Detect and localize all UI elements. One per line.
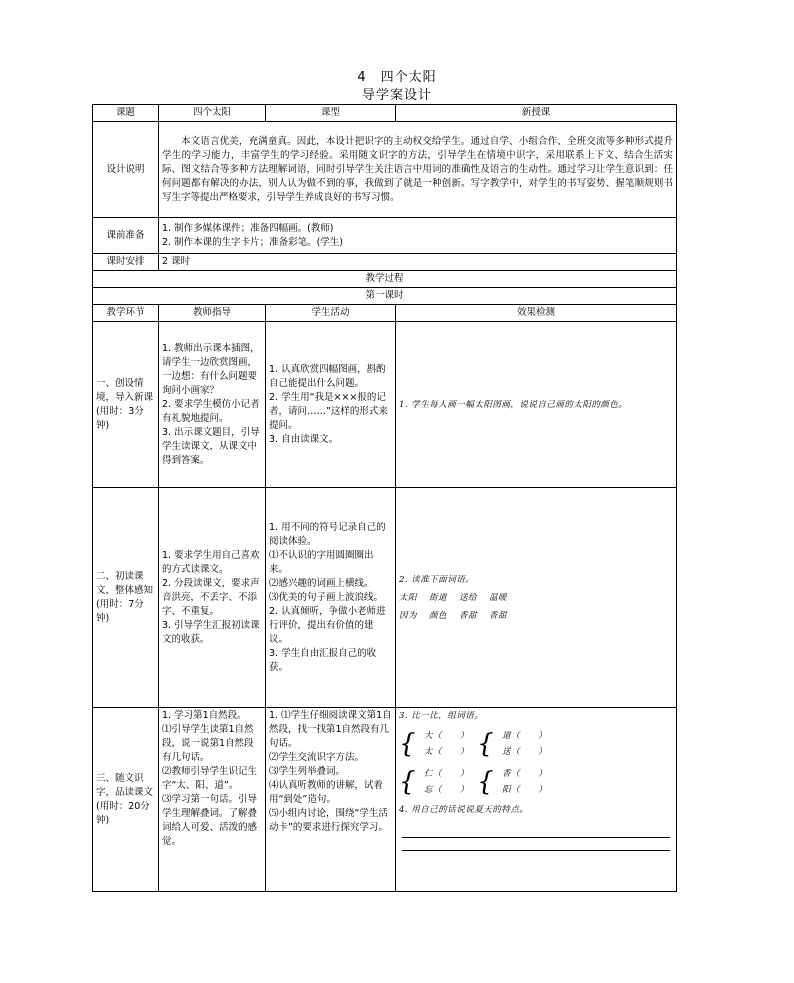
compare-word: 大（ ） xyxy=(424,731,470,741)
student-step: 1. ⑴学生仔细阅读课文第1自然段，找一找第1自然段有几句话。 xyxy=(269,710,392,749)
compare-word: 香（ ） xyxy=(502,769,548,779)
check-cell xyxy=(396,708,677,892)
brace-icon: { xyxy=(399,729,417,759)
topic-label: 课题 xyxy=(93,105,159,122)
type-label: 课型 xyxy=(266,105,396,122)
time-value: 2 课时 xyxy=(159,254,677,271)
answer-line xyxy=(402,838,670,851)
page-subtitle: 导学案设计 xyxy=(361,88,432,103)
teacher-step: 1. 学习第1自然段。 xyxy=(162,710,247,721)
lesson-plan-table xyxy=(92,104,677,892)
student-step: 1. 用不同的符号记录自己的阅读体验。 xyxy=(269,521,386,547)
word-list xyxy=(399,609,673,623)
answer-line xyxy=(402,825,670,838)
prep-label: 课前准备 xyxy=(93,218,159,254)
student-step: 2. 认真倾听，争做小老师进行评价，提出有价值的建议。 xyxy=(269,605,386,645)
check-task-4: 4. 用自己的话说说夏天的特点。 xyxy=(399,805,529,815)
prep-item: 1. 制作多媒体课件；准备四幅画。(教师) xyxy=(162,222,334,234)
student-cell xyxy=(266,322,396,488)
prep-list xyxy=(159,218,677,254)
table-row xyxy=(93,708,677,892)
student-step: ⑷认真听教师的讲解，试着用“到处”造句。 xyxy=(269,780,384,805)
prep-item: 2. 制作本课的生字卡片；准备彩笔。(学生) xyxy=(162,236,343,248)
col-header-stage: 教学环节 xyxy=(93,305,159,322)
compare-word: 忘（ ） xyxy=(424,785,470,795)
check-task-2: 2. 读准下面词语。 xyxy=(399,574,475,585)
student-step: ⑵感兴趣的词画上横线。 xyxy=(269,577,374,589)
student-step: ⑸小组内讨论，围绕“学生活动卡”的要求进行探究学习。 xyxy=(269,808,388,833)
teacher-step: ⑴引导学生读第1自然段，说一说第1自然段有几句话。 xyxy=(162,724,254,763)
teacher-step: 2. 要求学生模仿小记者有礼貌地提问。 xyxy=(162,398,260,424)
student-step: ⑶学生列举叠词。 xyxy=(269,766,346,777)
compare-group xyxy=(399,765,673,799)
stage-cell: 一、创设情境，导入新课(用时：3分钟) xyxy=(93,322,159,488)
check-task-1: 1. 学生每人画一幅太阳图画，说说自己画的太阳的颜色。 xyxy=(399,399,628,410)
word-list xyxy=(399,591,673,605)
stage-cell: 二、初读课文，整体感知(用时：7分钟) xyxy=(93,488,159,708)
compare-word: 道（ ） xyxy=(502,731,548,741)
lesson-title: 4 四个太阳 xyxy=(357,70,437,85)
teacher-step: 3. 引导学生汇报初读课文的收获。 xyxy=(162,619,260,645)
design-text: 本文语言优美，充满童真。因此，本设计把识字的主动权交给学生。通过自学、小组合作、全班交流等多种形式提升学生的学习能力，丰富学生的学习经验。采用随文识字的方法，引导学生在情境中识字，采用联系上下文、结合生活实际、图文结合等多种方法理解词语，同时引导学生关注语言中用词的准确性及语言的生动性。通过学习让学生意识到：任何问题都有解决的办法，别人认为做不到的事，我做到了就是一种创新。写字教学中，对学生的书写姿势、握笔顺规则书写生字等提出严格要求，引导学生养成良好的书写习惯。 xyxy=(159,122,677,218)
table-row xyxy=(93,488,677,708)
period-title: 第一课时 xyxy=(93,288,677,305)
check-task-3: 3. 比一比，组词语。 xyxy=(399,711,484,721)
student-step: 3. 自由读课文。 xyxy=(269,433,339,445)
design-label: 设计说明 xyxy=(93,122,159,218)
check-cell xyxy=(396,488,677,708)
compare-word: 仁（ ） xyxy=(424,769,470,779)
topic-value: 四个太阳 xyxy=(159,105,266,122)
teacher-step: 3. 出示课文题目，引导学生读课文，从课文中得到答案。 xyxy=(162,426,260,466)
time-label: 课时安排 xyxy=(93,254,159,271)
col-header-teacher: 教师指导 xyxy=(159,305,266,322)
col-header-check: 效果检测 xyxy=(396,305,677,322)
word: 香甜 xyxy=(489,610,508,621)
teacher-step: 1. 教师出示课本插图，请学生一边欣赏图画，一边想：有什么问题要询问小画家？ xyxy=(162,342,260,396)
word: 香甜 xyxy=(459,610,478,621)
word: 颜色 xyxy=(429,610,448,621)
word: 街道 xyxy=(429,592,448,603)
teacher-step: ⑶学习第一句话。引导学生理解叠词。了解叠词给人可爱、活泼的感觉。 xyxy=(162,794,258,847)
teacher-step: 2. 分段读课文，要求声音洪亮，不丢字、不添字、不重复。 xyxy=(162,577,260,617)
compare-word: 送（ ） xyxy=(502,747,548,757)
student-step: ⑵学生交流识字方法。 xyxy=(269,752,365,763)
student-cell xyxy=(266,708,396,892)
type-value: 新授课 xyxy=(396,105,677,122)
process-title: 教学过程 xyxy=(93,271,677,288)
teacher-cell xyxy=(159,708,266,892)
brace-icon: { xyxy=(477,729,495,759)
teacher-step: ⑵教师引导学生识记生字“太、阳、道”。 xyxy=(162,766,258,791)
teacher-cell xyxy=(159,488,266,708)
teacher-step: 1. 要求学生用自己喜欢的方式读课文。 xyxy=(162,549,260,575)
word: 太阳 xyxy=(399,592,418,603)
stage-cell: 三、随文识字，品读课文(用时：20分钟) xyxy=(93,708,159,892)
student-step: 1. 认真欣赏四幅图画，斟酌自己能提出什么问题。 xyxy=(269,363,386,389)
word: 因为 xyxy=(399,610,418,621)
brace-icon: { xyxy=(477,767,495,797)
col-header-student: 学生活动 xyxy=(266,305,396,322)
check-cell xyxy=(396,322,677,488)
compare-word: 太（ ） xyxy=(424,747,470,757)
table-row xyxy=(93,322,677,488)
student-step: ⑶优美的句子画上波浪线。 xyxy=(269,591,384,603)
teacher-cell xyxy=(159,322,266,488)
brace-icon: { xyxy=(399,767,417,797)
compare-group xyxy=(399,727,673,761)
word: 送给 xyxy=(459,592,478,603)
student-step: 2. 学生用“我是×××报的记者，请问……”这样的形式来提问。 xyxy=(269,391,388,431)
student-step: 3. 学生自由汇报自己的收获。 xyxy=(269,647,377,673)
compare-word: 阳（ ） xyxy=(502,785,548,795)
student-step: ⑴不认识的字用圆圈圈出来。 xyxy=(269,549,374,575)
student-cell xyxy=(266,488,396,708)
word: 温暖 xyxy=(489,592,508,603)
